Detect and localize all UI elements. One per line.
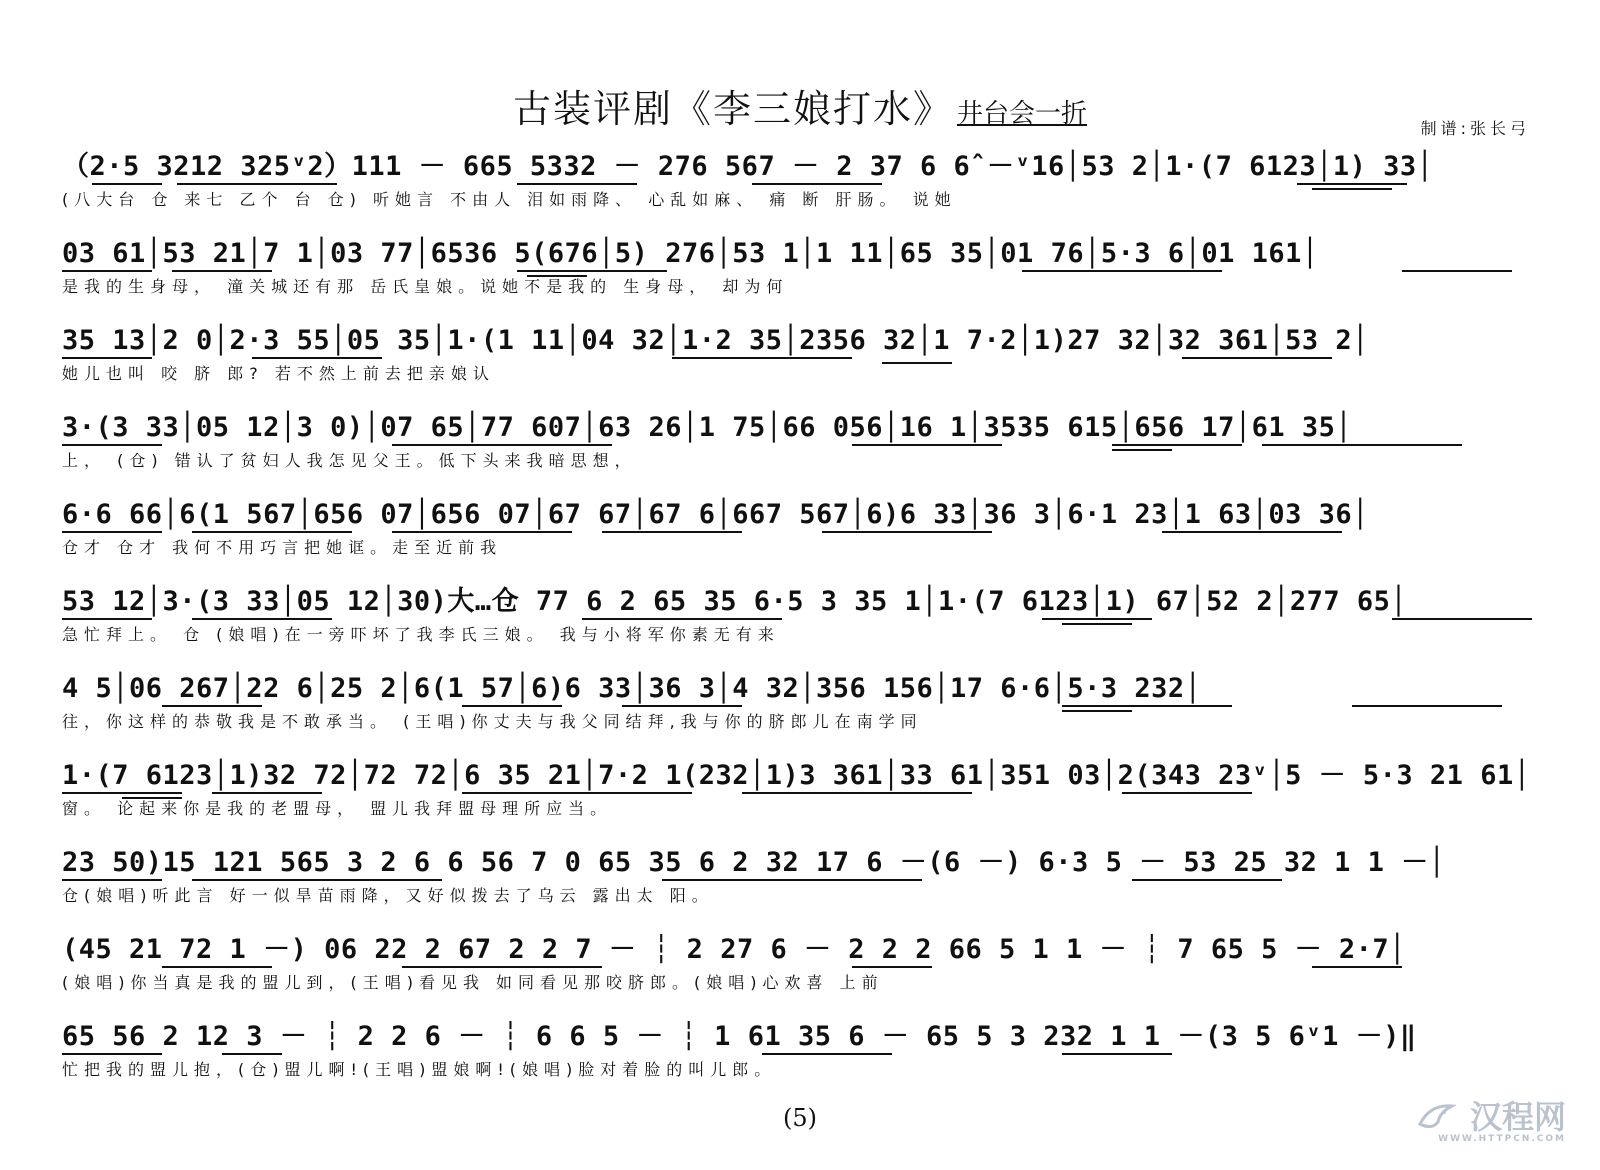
score-line-10 <box>62 913 1538 998</box>
score-line-4 <box>62 391 1538 476</box>
score-line-11 <box>62 1000 1538 1085</box>
score-line-9 <box>62 826 1538 911</box>
bird-logo-icon <box>1416 1100 1456 1136</box>
score-line-8 <box>62 739 1538 824</box>
lyrics-line: 窗。 论起来你是我的老盟母， 盟儿我拜盟母理所应当。 <box>62 799 613 818</box>
lyrics-line: (八大台 仓 来七 乙个 台 仓) 听她言 不由人 泪如雨降、 心乱如麻、 痛 断 肝肠。 说她 <box>62 190 957 209</box>
notation-line: 4 5│06 267│22 6│25 2│6(1 57│6)6 33│36 3│4 32│356 156│17 6·6│5·3 232│ <box>62 673 1202 704</box>
notation-line: 03 61│53 21│7 1│03 77│6536 5(676│5) 276│53 1│1 11│65 35│01 76│5·3 6│01 161│ <box>62 238 1319 269</box>
notation-line: 6·6 66│6(1 567│656 07│656 07│67 67│67 6│667 567│6)6 33│36 3│6·1 23│1 63│03 36│ <box>62 499 1369 530</box>
notation-line: 3·(3 33│05 12│3 0)│07 65│77 607│63 26│1 75│66 056│16 1│3535 615│656 17│61 35│ <box>62 412 1353 443</box>
notation-line: 35 13│2 0│2·3 55│05 35│1·(1 11│04 32│1·2 35│2356 32│1 7·2│1)27 32│32 361│53 2│ <box>62 325 1369 356</box>
notation-line: 53 12│3·(3 33│05 12│30)大…仓 77 6 2 65 35 6·5 3 35 1│1·(7 6123│1) 67│52 2│277 65│ <box>62 586 1408 617</box>
score-line-6 <box>62 565 1538 650</box>
watermark-url: WWW.HTTPCN.COM <box>1438 1134 1566 1144</box>
title-main: 古装评剧《李三娘打水》 <box>512 87 953 131</box>
notation-line: 65 56 2 12 3 － ┆ 2 2 6 － ┆ 6 6 5 － ┆ 1 61 35 6 － 65 5 3 232 1 1 －(3 5 6ᵛ1 －)‖ <box>62 1021 1417 1052</box>
lyrics-line: 急忙拜上。 仓 (娘唱)在一旁吓坏了我李氏三娘。 我与小将军你素无有来 <box>62 625 780 644</box>
lyrics-line: 仓(娘唱)听此言 好一似旱苗雨降，又好似拨去了乌云 露出太 阳。 <box>62 886 714 905</box>
watermark-text: 汉程网 <box>1469 1098 1566 1136</box>
notation-line: 23 50)15 121 565 3 2 6 6 56 7 0 65 35 6 2 32 17 6 －(6 －) 6·3 5 － 53 25 32 1 1 －│ <box>62 847 1446 878</box>
score-title <box>0 78 1600 133</box>
score-line-1 <box>62 130 1538 215</box>
lyrics-line: 是我的生身母， 潼关城还有那 岳氏皇娘。说她不是我的 生身母， 却为何 <box>62 277 789 296</box>
lyrics-line: 往，你这样的恭敬我是不敢承当。 (王唱)你丈夫与我父同结拜,我与你的脐郎儿在南学同 <box>62 712 923 731</box>
lyrics-line: 忙把我的盟儿抱，(仓)盟儿啊!(王唱)盟娘啊!(娘唱)脸对着脸的叫儿郎。 <box>62 1060 777 1079</box>
notation-line: 1·(7 6123│1)32 72│72 72│6 35 21│7·2 1(232│1)3 361│33 61│351 03│2(343 23ᵛ│5 － 5·3 21 61│ <box>62 760 1531 791</box>
notation-line: (45 21 72 1 －) 06 22 2 67 2 2 7 － ┆ 2 27 6 － 2 2 2 66 5 1 1 － ┆ 7 65 5 － 2·7│ <box>62 934 1406 965</box>
lyrics-line: 仓才 仓才 我何不用巧言把她诓。走至近前我 <box>62 538 503 557</box>
watermark-logo <box>1416 1092 1566 1148</box>
lyrics-line: 她儿也叫 咬 脐 郎? 若不然上前去把亲娘认 <box>62 364 495 383</box>
score-credit: 制谱:张长弓 <box>1420 119 1530 138</box>
score-line-3 <box>62 304 1538 389</box>
lyrics-line: 上， (仓) 错认了贫妇人我怎见父王。低下头来我暗思想， <box>62 451 637 470</box>
lyrics-line: (娘唱)你当真是我的盟儿到，(王唱)看见我 如同看见那咬脐郎。(娘唱)心欢喜 上前 <box>62 973 884 992</box>
score-line-5 <box>62 478 1538 563</box>
score-line-2 <box>62 217 1538 302</box>
notation-line: （2·5 3212 325ᵛ2）111 － 665 5332 － 276 567 － 2 37 6 6̂ －ᵛ16│53 2│1·(7 6123│1) 33│ <box>62 151 1434 182</box>
score-line-7 <box>62 652 1538 737</box>
page-number: (5) <box>783 1104 817 1132</box>
title-subtitle: 井台会一折 <box>957 99 1088 129</box>
